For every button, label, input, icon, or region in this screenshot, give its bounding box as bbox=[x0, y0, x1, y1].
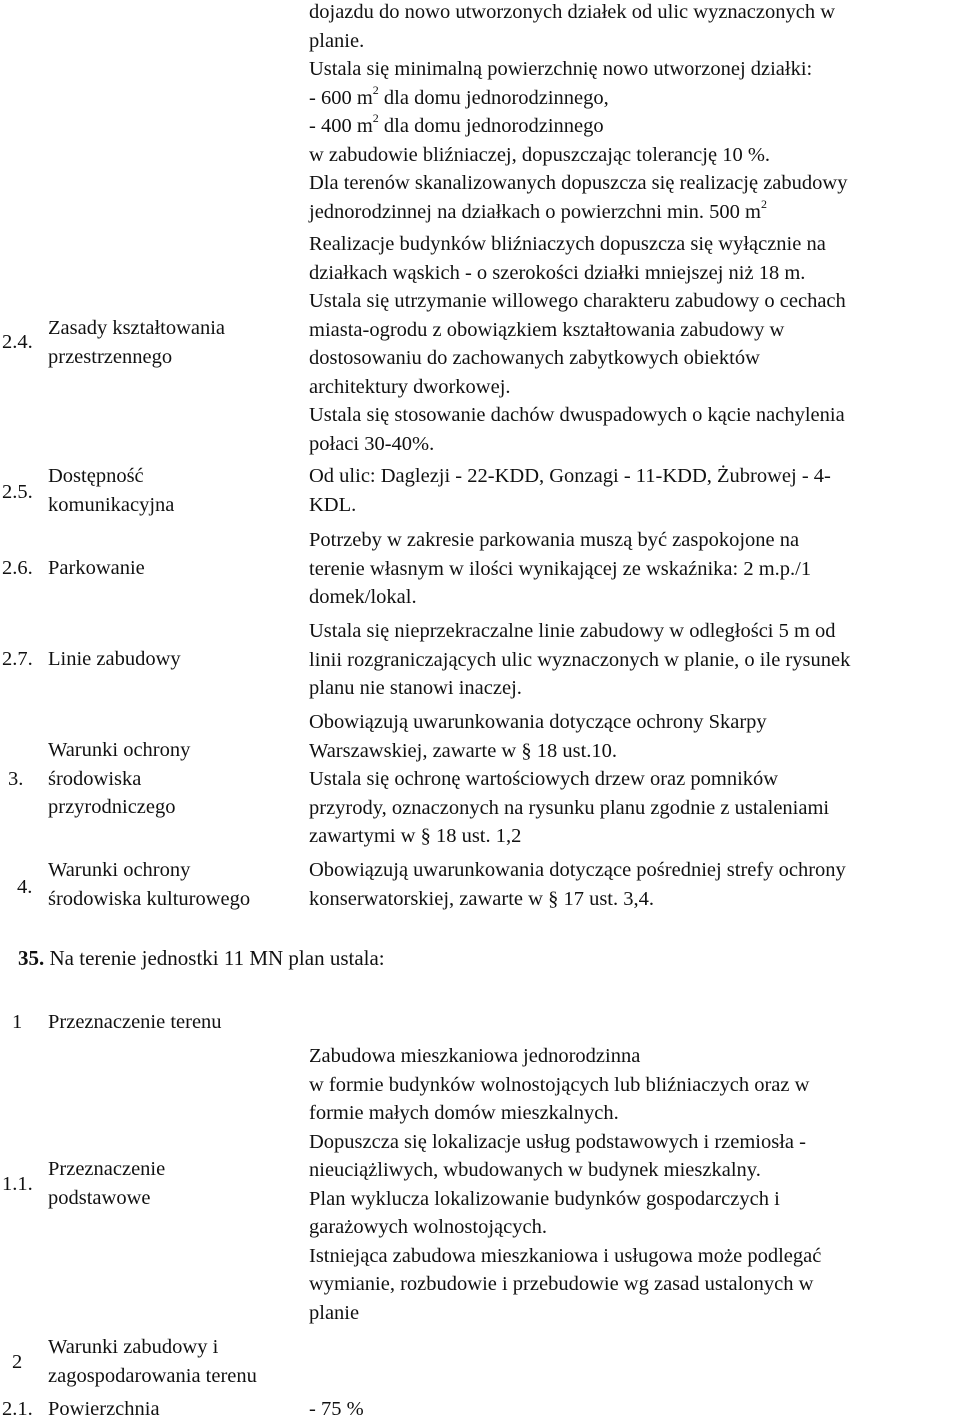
text-line: dojazdu do nowo utworzonych działek od ulic wyznaczonych w bbox=[309, 1, 836, 23]
row-label: Linie zabudowy bbox=[48, 648, 181, 670]
row-number: 2.6. bbox=[2, 557, 33, 579]
row-label: Zasady kształtowania przestrzennego bbox=[48, 317, 226, 368]
row-value: - 75 % bbox=[309, 1398, 364, 1420]
row-label: Parkowanie bbox=[48, 557, 145, 579]
section-heading bbox=[18, 944, 385, 973]
row-number: 2.5. bbox=[2, 481, 33, 503]
text-line: planie. bbox=[309, 29, 365, 52]
row-label: Warunki ochrony środowiska przyrodniczego bbox=[48, 739, 191, 818]
row-number: 4. bbox=[17, 876, 33, 898]
text-line: Ustala się minimalną powierzchnię nowo utworzonej działki: bbox=[309, 58, 813, 80]
row-label: Przeznaczenie podstawowe bbox=[48, 1158, 166, 1209]
row-text: Zabudowa mieszkaniowa jednorodzinna w formie budynków wolnostojących lub bliźniaczych oraz w formie małych domów mieszkalnych. Dopuszcza się lokalizacje usług podstawowych i rzemiosła - nieuciążliwych, wbudowanych w budynek mieszkalny. Plan wyklucza lokalizowanie budynków gospodarczych i garażowych wolnostojących. Istniejąca zabudowa mieszkaniowa i usługowa może podlegać wymianie, rozbudowie i przebudowie wg zasad ustalonych w planie bbox=[309, 1045, 822, 1324]
section-title: Na terenie jednostki 11 MN plan ustala: bbox=[44, 946, 385, 970]
text-line: Dla terenów skanalizowanych dopuszcza się realizację zabudowy bbox=[309, 172, 848, 194]
row-number: 1.1. bbox=[2, 1173, 33, 1195]
section-number: 35. bbox=[18, 946, 45, 970]
row-label: Warunki ochrony środowiska kulturowego bbox=[48, 859, 251, 910]
area-line: - 600 $m^2$ dla domu jednorodzinnego, bbox=[309, 82, 609, 109]
row-text: Obowiązują uwarunkowania dotyczące pośredniej strefy ochrony konserwatorskiej, zawarte w § 17 ust. 3,4. bbox=[309, 859, 846, 910]
row-text: Realizacje budynków bliźniaczych dopuszcza się wyłącznie na działkach wąskich - o szerokości działki mniejszej niż 18 m. Ustala się utrzymanie willowego charakteru zabudowy o cechach miasta-ogrodu z obowiązkiem kształtowania zabudowy w dostosowaniu do zachowanych zabytkowych obiektów architektury dworkowej. Ustala się stosowanie dachów dwuspadowych o kącie nachylenia połaci 30-40%. bbox=[309, 233, 846, 455]
row-number: 2.7. bbox=[2, 648, 33, 670]
row-label: Dostępność komunikacyjna bbox=[48, 465, 175, 516]
row-number: 2.4. bbox=[2, 331, 33, 353]
row-number: 2.1. bbox=[2, 1398, 33, 1420]
min-area-line: jednorodzinnej na działkach o powierzchni min. 500 $m^2$ bbox=[309, 196, 768, 223]
row-label: Warunki zabudowy i zagospodarowania terenu bbox=[48, 1336, 257, 1387]
row-text: Potrzeby w zakresie parkowania muszą być zaspokojone na terenie własnym w ilości wynikającej ze wskaźnika: 2 m.p./1 domek/lokal. bbox=[309, 529, 812, 608]
continuation-text bbox=[309, 0, 959, 226]
text-line: w zabudowie bliźniaczej, dopuszczając tolerancję 10 %. bbox=[309, 143, 771, 166]
row-text: Od ulic: Daglezji - 22-KDD, Gonzagi - 11-KDD, Żubrowej - 4- KDL. bbox=[309, 465, 831, 516]
row-text: Ustala się nieprzekraczalne linie zabudowy w odległości 5 m od linii rozgraniczających ulic wyznaczonych w planie, o ile rysunek planu nie stanowi inaczej. bbox=[309, 620, 851, 699]
area-line: - 400 $m^2$ dla domu jednorodzinnego bbox=[309, 111, 604, 137]
row-label: Powierzchnia bbox=[48, 1398, 160, 1420]
row-number: 1 bbox=[12, 1011, 23, 1033]
row-number: 2 bbox=[12, 1351, 23, 1373]
row-text: Obowiązują uwarunkowania dotyczące ochrony Skarpy Warszawskiej, zawarte w § 18 ust.10. Ustala się ochronę wartościowych drzew oraz pomników przyrody, oznaczonych na rysunku planu zgodnie z ustaleniami zawartymi w § 18 ust. 1,2 bbox=[309, 711, 830, 847]
row-number: 3. bbox=[8, 768, 24, 790]
row-label: Przeznaczenie terenu bbox=[48, 1011, 222, 1033]
